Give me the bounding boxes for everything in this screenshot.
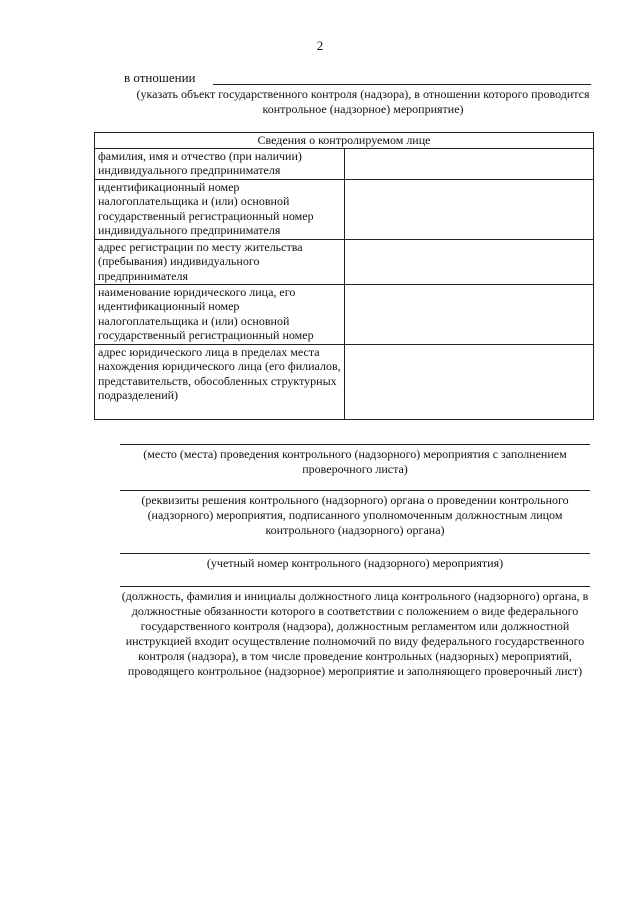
place-fill-line[interactable]: [120, 444, 590, 445]
table-row: [95, 179, 594, 239]
official-fill-line[interactable]: [120, 586, 590, 587]
regarding-label: в отношении: [124, 70, 196, 85]
place-hint: (место (места) проведения контрольного (надзорного) мероприятия с заполнением проверочного листа): [143, 447, 567, 476]
table-row: [95, 239, 594, 284]
regarding-fill-line: [213, 84, 591, 85]
account-number-field: [120, 553, 590, 571]
page-number: 2: [316, 38, 324, 53]
controlled-entity-table: [94, 132, 594, 420]
row-value-legal-address[interactable]: [344, 344, 593, 419]
row-label-entrepreneur-inn: идентификационный номер налогоплательщика и (или) основной государственный регистрационный номер индивидуального предпринимателя: [95, 179, 345, 239]
table-row: [95, 344, 594, 419]
decision-field: [120, 490, 590, 538]
account-number-hint: (учетный номер контрольного (надзорного) мероприятия): [206, 556, 504, 570]
row-value-entrepreneur-inn[interactable]: [344, 179, 593, 239]
row-label-legal-address: адрес юридического лица в пределах места нахождения юридического лица (его филиалов, представительств, обособленных структурных подразделений): [95, 344, 345, 419]
decision-hint: (реквизиты решения контрольного (надзорного) органа о проведении контрольного (надзорного) мероприятия, подписанного уполномоченным должностным лицом контрольного (надзорного) органа): [141, 493, 569, 537]
table-row: [95, 148, 594, 179]
table-row: [95, 284, 594, 344]
row-label-legal-entity: наименование юридического лица, его идентификационный номер налогоплательщика и (или) основной государственный регистрационный номер: [95, 284, 345, 344]
row-value-entrepreneur-name[interactable]: [344, 148, 593, 179]
row-label-entrepreneur-name: фамилия, имя и отчество (при наличии) индивидуального предпринимателя: [95, 148, 345, 179]
regarding-hint: (указать объект государственного контроля (надзора), в отношении которого проводится контрольное (надзорное) мероприятие): [136, 87, 590, 116]
table-header: Сведения о контролируемом лице: [95, 133, 594, 149]
row-label-entrepreneur-address: адрес регистрации по месту жительства (пребывания) индивидуального предпринимателя: [95, 239, 345, 284]
place-field: [120, 444, 590, 477]
decision-fill-line[interactable]: [120, 490, 590, 491]
row-value-legal-entity[interactable]: [344, 284, 593, 344]
row-value-entrepreneur-address[interactable]: [344, 239, 593, 284]
official-field: [120, 586, 590, 679]
official-hint: (должность, фамилия и инициалы должностного лица контрольного (надзорного) органа, в должностные обязанности которого в соответствии с положением о виде федерального государственного контроля (надзора), должностным регламентом или должностной инструкцией входит осуществление полномочий по виду федерального государственного контроля (надзора), в том числе проведение контрольных (надзорных) мероприятий, проводящего контрольное (надзорное) мероприятие и заполняющего проверочный лист): [121, 589, 589, 678]
account-number-fill-line[interactable]: [120, 553, 590, 554]
